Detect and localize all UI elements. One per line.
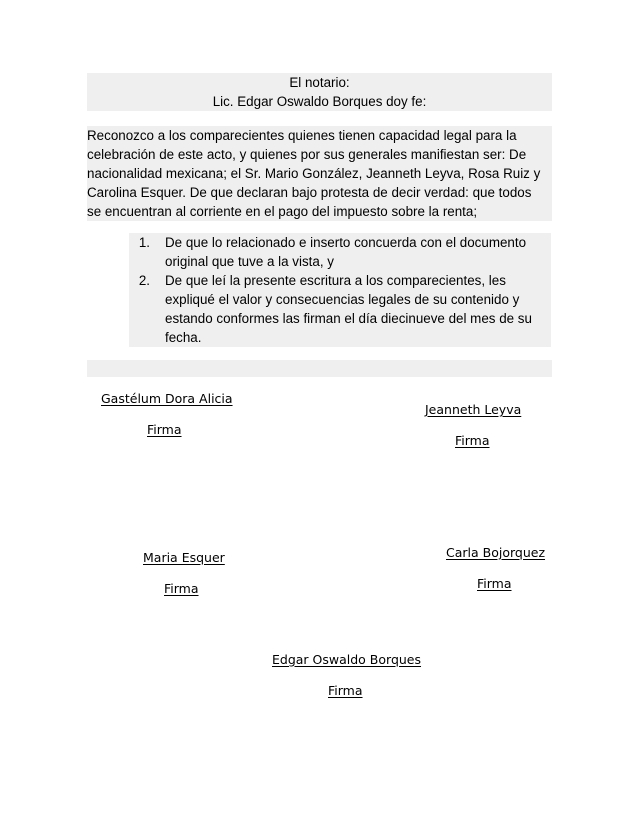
- notary-block: [87, 73, 552, 221]
- list-item-continuation: [129, 309, 551, 328]
- declarations-list: [129, 233, 551, 347]
- signature-label-maria: Firma: [164, 581, 199, 596]
- signature-label-jeanneth: Firma: [455, 433, 490, 448]
- list-text-line: De que leí la presente escritura a los comparecientes, les: [165, 273, 506, 288]
- signature-name-gastelum: Gastélum Dora Alicia: [101, 391, 233, 406]
- notary-name-line: Lic. Edgar Oswaldo Borques doy fe:: [87, 92, 552, 111]
- list-text-line: expliqué el valor y consecuencias legales de su contenido y: [165, 292, 520, 307]
- paragraph-line: nacionalidad mexicana; el Sr. Mario González, Jeanneth Leyva, Rosa Ruiz y: [87, 166, 541, 181]
- list-text-line: estando conformes las firman el día diecinueve del mes de su: [165, 311, 532, 326]
- notary-paragraph: [87, 126, 552, 221]
- list-text-line: De que lo relacionado e inserto concuerda con el documento: [165, 235, 527, 250]
- list-item: [129, 233, 551, 252]
- list-text-line: original que tuve a la vista, y: [165, 254, 334, 269]
- signature-name-maria: Maria Esquer: [143, 550, 225, 565]
- signature-label-carla: Firma: [477, 576, 512, 591]
- list-item-continuation: [129, 290, 551, 309]
- signature-label-edgar: Firma: [328, 683, 363, 698]
- paragraph-line: Carolina Esquer. De que declaran bajo protesta de decir verdad: que todos: [87, 185, 532, 200]
- list-item-continuation: [129, 252, 551, 271]
- list-number: 2.: [138, 273, 150, 288]
- blank-shaded-bar: [87, 360, 552, 377]
- signature-name-jeanneth: Jeanneth Leyva: [425, 402, 522, 417]
- signature-name-carla: Carla Bojorquez: [446, 545, 546, 560]
- signature-label-gastelum: Firma: [147, 422, 182, 437]
- signature-name-edgar: Edgar Oswaldo Borques: [272, 652, 422, 667]
- list-number: 1.: [138, 235, 150, 250]
- paragraph-line: Reconozco a los comparecientes quienes tienen capacidad legal para la: [87, 128, 517, 143]
- list-text-line: fecha.: [165, 330, 202, 345]
- spacer: [87, 111, 552, 126]
- list-item: [129, 271, 551, 290]
- notary-title: El notario:: [87, 73, 552, 92]
- paragraph-line: se encuentran al corriente en el pago del impuesto sobre la renta;: [87, 204, 478, 219]
- list-item-continuation: [129, 328, 551, 347]
- paragraph-line: celebración de este acto, y quienes por sus generales manifiestan ser: De: [87, 147, 527, 162]
